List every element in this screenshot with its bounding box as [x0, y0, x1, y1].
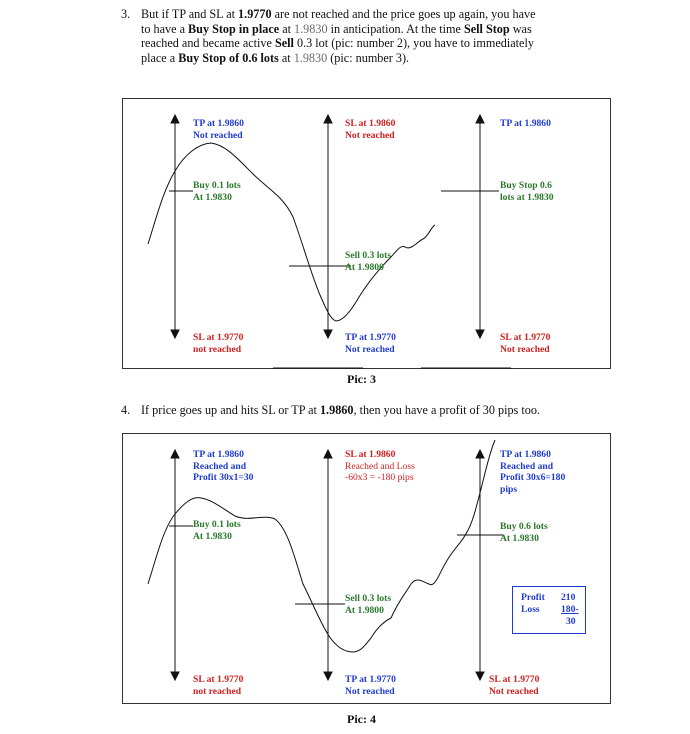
item-3-number: 3. — [121, 7, 131, 21]
fig4-loss-value: 180- — [561, 604, 579, 615]
fig3-arrowhead-3-down — [476, 330, 484, 338]
fig3-label-tp1: TP at 1.9860 Not reached — [193, 118, 244, 141]
fig4-arrowhead-2-up — [324, 450, 332, 458]
fig4-label-sell: Sell 0.3 lots At 1.9800 — [345, 593, 392, 616]
item-4-number: 4. — [121, 403, 131, 417]
item-3-line-4: place a Buy Stop of 0.6 lots at 1.9830 (pic: number 3). — [141, 50, 410, 65]
item-3-line-2: to have a Buy Stop in place at 1.9830 in anticipation. At the time Sell Stop was — [141, 21, 532, 36]
fig4-label-buy1: Buy 0.1 lots At 1.9830 — [193, 519, 241, 542]
fig3-label-sl1: SL at 1.9770 not reached — [193, 332, 244, 355]
fig4-profit-value: 210 — [561, 592, 576, 603]
fig3-arrowhead-2-down — [324, 330, 332, 338]
fig4-label-sl3: SL at 1.9770 Not reached — [489, 674, 540, 697]
fig4-arrowhead-2-down — [324, 672, 332, 680]
fig3-label-tp3: TP at 1.9860 — [500, 118, 551, 129]
fig3-arrowhead-1-up — [171, 115, 179, 123]
fig4-arrowhead-3-down — [476, 672, 484, 680]
fig3-label-sl2: SL at 1.9860 Not reached — [345, 118, 396, 141]
fig4-label-sl1: SL at 1.9770 not reached — [193, 674, 244, 697]
fig4-loss-label: Loss — [521, 604, 540, 615]
figure-3 — [122, 98, 611, 369]
fig4-label-buy6: Buy 0.6 lots At 1.9830 — [500, 521, 548, 544]
fig4-arrowhead-3-up — [476, 450, 484, 458]
fig4-label-tp1: TP at 1.9860 Reached and Profit 30x1=30 — [193, 449, 254, 483]
fig4-profit-label: Profit — [521, 592, 545, 603]
fig3-arrowhead-3-up — [476, 115, 484, 123]
fig3-arrowhead-2-up — [324, 115, 332, 123]
fig4-label-tp2: TP at 1.9770 Not reached — [345, 674, 396, 697]
fig3-label-sell: Sell 0.3 lots At 1.9800 — [345, 250, 392, 273]
fig3-price-curve — [148, 143, 435, 321]
item-3-line-3: reached and became active Sell 0.3 lot (pic: number 2), you have to immediately — [141, 36, 534, 51]
fig3-label-tp2: TP at 1.9770 Not reached — [345, 332, 396, 355]
fig3-label-buystop: Buy Stop 0.6 lots at 1.9830 — [500, 180, 554, 203]
item-3-line-1: But if TP and SL at 1.9770 are not reached and the price goes up again, you have — [141, 7, 536, 21]
fig4-net-value: 30 — [566, 616, 576, 627]
fig3-label-sl3: SL at 1.9770 Not reached — [500, 332, 551, 355]
fig3-caption: Pic: 3 — [347, 372, 376, 386]
fig4-arrowhead-1-up — [171, 450, 179, 458]
figure-4 — [122, 433, 611, 704]
item-4-line-1: If price goes up and hits SL or TP at 1.9860, then you have a profit of 30 pips too. — [141, 403, 540, 417]
fig4-arrowhead-1-down — [171, 672, 179, 680]
fig4-label-sl2: SL at 1.9860 Reached and Loss -60x3 = -180 pips — [345, 449, 415, 483]
fig4-caption: Pic: 4 — [347, 712, 376, 726]
fig4-label-tp3: TP at 1.9860 Reached and Profit 30x6=180 pips — [500, 449, 566, 495]
item-3-text — [141, 7, 611, 65]
fig4-profit-box — [512, 586, 586, 634]
fig3-label-buy1: Buy 0.1 lots At 1.9830 — [193, 180, 241, 203]
item-4-text — [141, 403, 621, 418]
fig3-arrowhead-1-down — [171, 330, 179, 338]
